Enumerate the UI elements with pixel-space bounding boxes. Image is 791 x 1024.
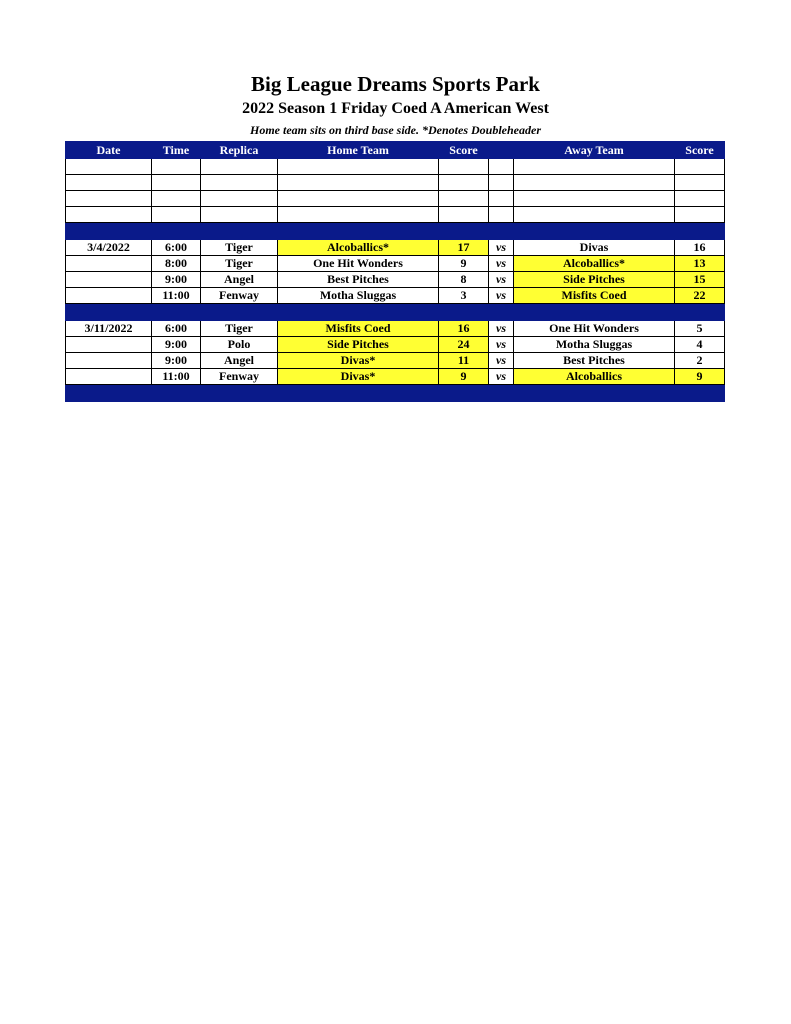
empty-cell: [201, 191, 278, 207]
replica-cell: Angel: [201, 353, 278, 369]
away-score-cell: 9: [675, 369, 725, 385]
away-team-cell: Alcoballics: [514, 369, 675, 385]
week-separator: [66, 385, 725, 402]
empty-cell: [201, 159, 278, 175]
time-cell: 8:00: [152, 256, 201, 272]
schedule-note: Home team sits on third base side. *Denotes Doubleheader: [250, 123, 541, 137]
empty-cell: [66, 159, 152, 175]
col-vs: [489, 142, 514, 159]
empty-cell: [489, 175, 514, 191]
away-score-cell: 15: [675, 272, 725, 288]
empty-cell: [278, 191, 439, 207]
home-team-cell: Misfits Coed: [278, 321, 439, 337]
vs-cell: vs: [489, 256, 514, 272]
away-score-cell: 4: [675, 337, 725, 353]
replica-cell: Tiger: [201, 321, 278, 337]
league-subtitle: 2022 Season 1 Friday Coed A American West: [242, 100, 549, 117]
separator-cell: [675, 304, 725, 321]
away-score-cell: 22: [675, 288, 725, 304]
game-row: [66, 369, 725, 385]
col-date: Date: [66, 142, 152, 159]
separator-cell: [514, 223, 675, 240]
away-score-cell: 13: [675, 256, 725, 272]
date-cell: [66, 256, 152, 272]
col-away-team: Away Team: [514, 142, 675, 159]
empty-cell: [489, 191, 514, 207]
replica-cell: Fenway: [201, 288, 278, 304]
time-cell: 6:00: [152, 321, 201, 337]
home-team-cell: One Hit Wonders: [278, 256, 439, 272]
home-score-cell: 9: [439, 369, 489, 385]
separator-cell: [439, 304, 489, 321]
empty-cell: [675, 159, 725, 175]
game-row: [66, 337, 725, 353]
header-row: [66, 142, 725, 159]
time-cell: 11:00: [152, 288, 201, 304]
replica-cell: Tiger: [201, 256, 278, 272]
empty-cell: [66, 191, 152, 207]
empty-cell: [489, 159, 514, 175]
empty-cell: [439, 207, 489, 223]
separator-cell: [675, 385, 725, 402]
separator-cell: [489, 385, 514, 402]
empty-cell: [152, 191, 201, 207]
separator-cell: [152, 223, 201, 240]
home-team-cell: Best Pitches: [278, 272, 439, 288]
home-score-cell: 11: [439, 353, 489, 369]
away-score-cell: 16: [675, 240, 725, 256]
separator-cell: [201, 385, 278, 402]
separator-cell: [278, 385, 439, 402]
date-cell: [66, 369, 152, 385]
away-team-cell: Alcoballics*: [514, 256, 675, 272]
away-team-cell: Motha Sluggas: [514, 337, 675, 353]
empty-cell: [489, 207, 514, 223]
game-row: [66, 272, 725, 288]
empty-cell: [439, 159, 489, 175]
empty-cell: [514, 207, 675, 223]
away-team-cell: Misfits Coed: [514, 288, 675, 304]
replica-cell: Fenway: [201, 369, 278, 385]
replica-cell: Polo: [201, 337, 278, 353]
away-score-cell: 2: [675, 353, 725, 369]
vs-cell: vs: [489, 337, 514, 353]
week-separator: [66, 304, 725, 321]
home-team-cell: Divas*: [278, 353, 439, 369]
game-row: [66, 240, 725, 256]
empty-cell: [201, 207, 278, 223]
home-score-cell: 8: [439, 272, 489, 288]
empty-cell: [152, 159, 201, 175]
week-separator: [66, 223, 725, 240]
date-cell: [66, 288, 152, 304]
separator-cell: [514, 385, 675, 402]
date-cell: [66, 337, 152, 353]
away-team-cell: Divas: [514, 240, 675, 256]
empty-row: [66, 191, 725, 207]
home-score-cell: 9: [439, 256, 489, 272]
time-cell: 9:00: [152, 353, 201, 369]
empty-cell: [278, 159, 439, 175]
empty-cell: [675, 175, 725, 191]
col-replica: Replica: [201, 142, 278, 159]
schedule-table: [65, 141, 725, 402]
separator-cell: [514, 304, 675, 321]
date-cell: [66, 272, 152, 288]
vs-cell: vs: [489, 288, 514, 304]
separator-cell: [489, 304, 514, 321]
time-cell: 11:00: [152, 369, 201, 385]
page-title: Big League Dreams Sports Park: [251, 72, 540, 96]
home-score-cell: 17: [439, 240, 489, 256]
separator-cell: [152, 304, 201, 321]
separator-cell: [66, 223, 152, 240]
date-cell: 3/11/2022: [66, 321, 152, 337]
time-cell: 9:00: [152, 272, 201, 288]
empty-cell: [66, 175, 152, 191]
separator-cell: [278, 223, 439, 240]
empty-cell: [278, 175, 439, 191]
vs-cell: vs: [489, 321, 514, 337]
date-cell: 3/4/2022: [66, 240, 152, 256]
empty-cell: [514, 191, 675, 207]
home-team-cell: Side Pitches: [278, 337, 439, 353]
empty-cell: [66, 207, 152, 223]
separator-cell: [66, 385, 152, 402]
separator-cell: [675, 223, 725, 240]
home-score-cell: 3: [439, 288, 489, 304]
col-away-score: Score: [675, 142, 725, 159]
empty-cell: [514, 159, 675, 175]
vs-cell: vs: [489, 240, 514, 256]
date-cell: [66, 353, 152, 369]
vs-cell: vs: [489, 272, 514, 288]
separator-cell: [66, 304, 152, 321]
vs-cell: vs: [489, 353, 514, 369]
separator-cell: [201, 304, 278, 321]
game-row: [66, 353, 725, 369]
vs-cell: vs: [489, 369, 514, 385]
separator-cell: [201, 223, 278, 240]
empty-row: [66, 159, 725, 175]
game-row: [66, 288, 725, 304]
time-cell: 6:00: [152, 240, 201, 256]
home-team-cell: Alcoballics*: [278, 240, 439, 256]
empty-cell: [152, 175, 201, 191]
replica-cell: Angel: [201, 272, 278, 288]
col-time: Time: [152, 142, 201, 159]
col-home-team: Home Team: [278, 142, 439, 159]
separator-cell: [439, 223, 489, 240]
empty-cell: [675, 207, 725, 223]
separator-cell: [439, 385, 489, 402]
game-row: [66, 256, 725, 272]
home-team-cell: Motha Sluggas: [278, 288, 439, 304]
empty-cell: [675, 191, 725, 207]
col-home-score: Score: [439, 142, 489, 159]
home-score-cell: 16: [439, 321, 489, 337]
away-team-cell: Side Pitches: [514, 272, 675, 288]
separator-cell: [152, 385, 201, 402]
empty-row: [66, 207, 725, 223]
away-team-cell: One Hit Wonders: [514, 321, 675, 337]
away-score-cell: 5: [675, 321, 725, 337]
empty-cell: [201, 175, 278, 191]
replica-cell: Tiger: [201, 240, 278, 256]
game-row: [66, 321, 725, 337]
schedule-body: [66, 159, 725, 402]
empty-cell: [278, 207, 439, 223]
home-team-cell: Divas*: [278, 369, 439, 385]
home-score-cell: 24: [439, 337, 489, 353]
empty-cell: [152, 207, 201, 223]
separator-cell: [489, 223, 514, 240]
separator-cell: [278, 304, 439, 321]
away-team-cell: Best Pitches: [514, 353, 675, 369]
empty-cell: [439, 191, 489, 207]
time-cell: 9:00: [152, 337, 201, 353]
empty-cell: [514, 175, 675, 191]
empty-cell: [439, 175, 489, 191]
empty-row: [66, 175, 725, 191]
